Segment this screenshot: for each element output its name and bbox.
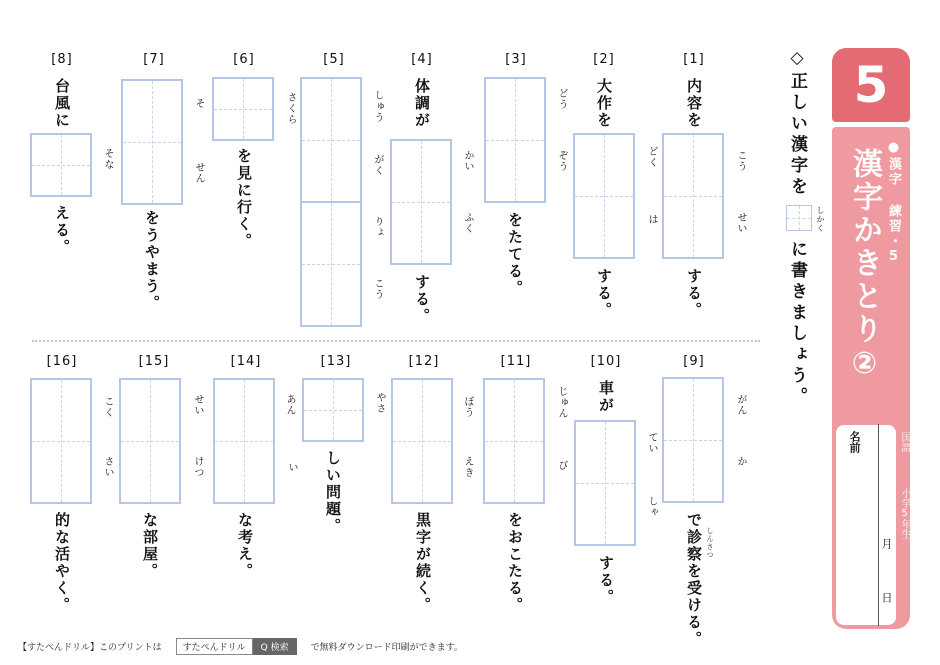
question-suffix: をうやまう。 [143, 210, 161, 312]
question-number: [8] [51, 52, 73, 67]
furigana: あん [284, 394, 295, 416]
question-number: [6] [233, 52, 255, 67]
furigana: ふく [462, 212, 473, 234]
furigana: やさ [374, 392, 385, 414]
question-suffix: を見に行く。 [235, 148, 253, 250]
furigana: そ [193, 98, 204, 109]
grade-label: 小学5年生 [899, 488, 910, 539]
furigana: ぼう [462, 396, 473, 418]
furigana: こく [102, 396, 113, 418]
question-number: [10] [590, 354, 622, 369]
answer-box[interactable] [390, 139, 452, 265]
title-sub: ●漢字 練習・5 [886, 140, 901, 266]
question-number: [14] [230, 354, 262, 369]
worksheet-number-badge: 5 [832, 48, 910, 122]
furigana: しゃ [646, 496, 657, 518]
furigana: か [735, 456, 746, 467]
question-number: [1] [683, 52, 705, 67]
question-suffix: な考え。 [236, 512, 254, 580]
furigana: てい [646, 432, 657, 454]
question-prefix: 内容を [685, 78, 703, 129]
furigana: そな [102, 148, 113, 170]
footer-text: 【すたぺんドリル】このプリントは [18, 643, 162, 653]
answer-box[interactable] [30, 378, 92, 504]
question-number: [11] [500, 354, 532, 369]
question-suffix: な部屋。 [141, 512, 159, 580]
day-label: 日 [880, 592, 893, 603]
question-suffix: 黒字が続く。 [414, 512, 432, 614]
question-prefix: 大作を [595, 78, 613, 129]
furigana: かい [462, 150, 473, 172]
question-prefix: 体調が [413, 78, 431, 129]
question-suffix: する。 [413, 274, 431, 325]
footer-search-box: すたぺんドリル [176, 638, 253, 655]
footer [18, 638, 463, 655]
furigana: がん [735, 394, 746, 416]
subject-label: 国語 [899, 432, 910, 452]
answer-box[interactable] [391, 378, 453, 504]
question-suffix: をおこたる。 [506, 512, 524, 614]
furigana: さくら [285, 92, 296, 125]
question-number: [3] [505, 52, 527, 67]
furigana: こう [372, 278, 383, 300]
answer-box[interactable] [662, 133, 724, 259]
instruction-text: に書きましょう。 [787, 240, 807, 408]
question-number: [7] [143, 52, 165, 67]
question-number: [16] [46, 354, 78, 369]
question-prefix: 台風に [53, 78, 71, 129]
furigana: じゅん [556, 386, 567, 419]
furigana: りょ [372, 216, 383, 238]
question-suffix: しい問題。 [324, 450, 342, 535]
answer-box[interactable] [483, 378, 545, 504]
answer-box[interactable] [213, 378, 275, 504]
furigana: えき [462, 456, 473, 478]
question-number: [15] [138, 354, 170, 369]
question-suffix: 的な活やく。 [53, 512, 71, 614]
footer-text: で無料ダウンロード印刷ができます。 [310, 643, 463, 653]
instruction-furigana: しかく [816, 206, 825, 233]
furigana: こう [735, 150, 746, 172]
answer-box[interactable] [300, 77, 362, 203]
answer-box[interactable] [484, 77, 546, 203]
question-number: [12] [408, 354, 440, 369]
furigana: どう [556, 88, 567, 110]
instruction-sample-box [786, 205, 812, 231]
ruby-furigana: しんさつ [706, 527, 714, 559]
question-number: [13] [320, 354, 352, 369]
question-number: [2] [593, 52, 615, 67]
answer-box[interactable] [574, 420, 636, 546]
furigana: がく [372, 154, 383, 176]
name-label: 名前 [848, 431, 861, 453]
answer-box[interactable] [119, 378, 181, 504]
row-separator [32, 340, 760, 342]
question-suffix: をたてる。 [506, 212, 524, 297]
footer-search-button: Q 検索 [253, 638, 297, 655]
question-suffix: する。 [595, 268, 613, 319]
answer-box[interactable] [573, 133, 635, 259]
month-label: 月 [880, 538, 893, 549]
answer-box[interactable] [121, 79, 183, 205]
question-suffix: で診察を受ける。 [685, 512, 703, 648]
furigana: けつ [192, 456, 203, 478]
question-number: [4] [411, 52, 433, 67]
question-number: [5] [323, 52, 345, 67]
answer-box[interactable] [300, 201, 362, 327]
furigana: び [556, 460, 567, 471]
answer-box[interactable] [212, 77, 274, 141]
furigana: せい [192, 394, 203, 416]
answer-box[interactable] [30, 133, 92, 197]
furigana: さい [102, 456, 113, 478]
furigana: せん [193, 162, 204, 184]
furigana: どく [646, 146, 657, 168]
question-suffix: える。 [53, 205, 71, 256]
furigana: い [286, 462, 297, 473]
question-number: [9] [683, 354, 705, 369]
question-suffix: する。 [685, 268, 703, 319]
instruction-text: ◇正しい漢字を [787, 48, 807, 198]
worksheet-title: 漢字かきとり② [847, 148, 882, 384]
answer-box[interactable] [662, 377, 724, 503]
furigana: せい [735, 212, 746, 234]
question-prefix: 車が [597, 380, 615, 414]
answer-box[interactable] [302, 378, 364, 442]
furigana: しゅう [372, 90, 383, 123]
furigana: ぞう [556, 150, 567, 172]
question-suffix: する。 [597, 555, 615, 606]
furigana: は [646, 214, 657, 225]
